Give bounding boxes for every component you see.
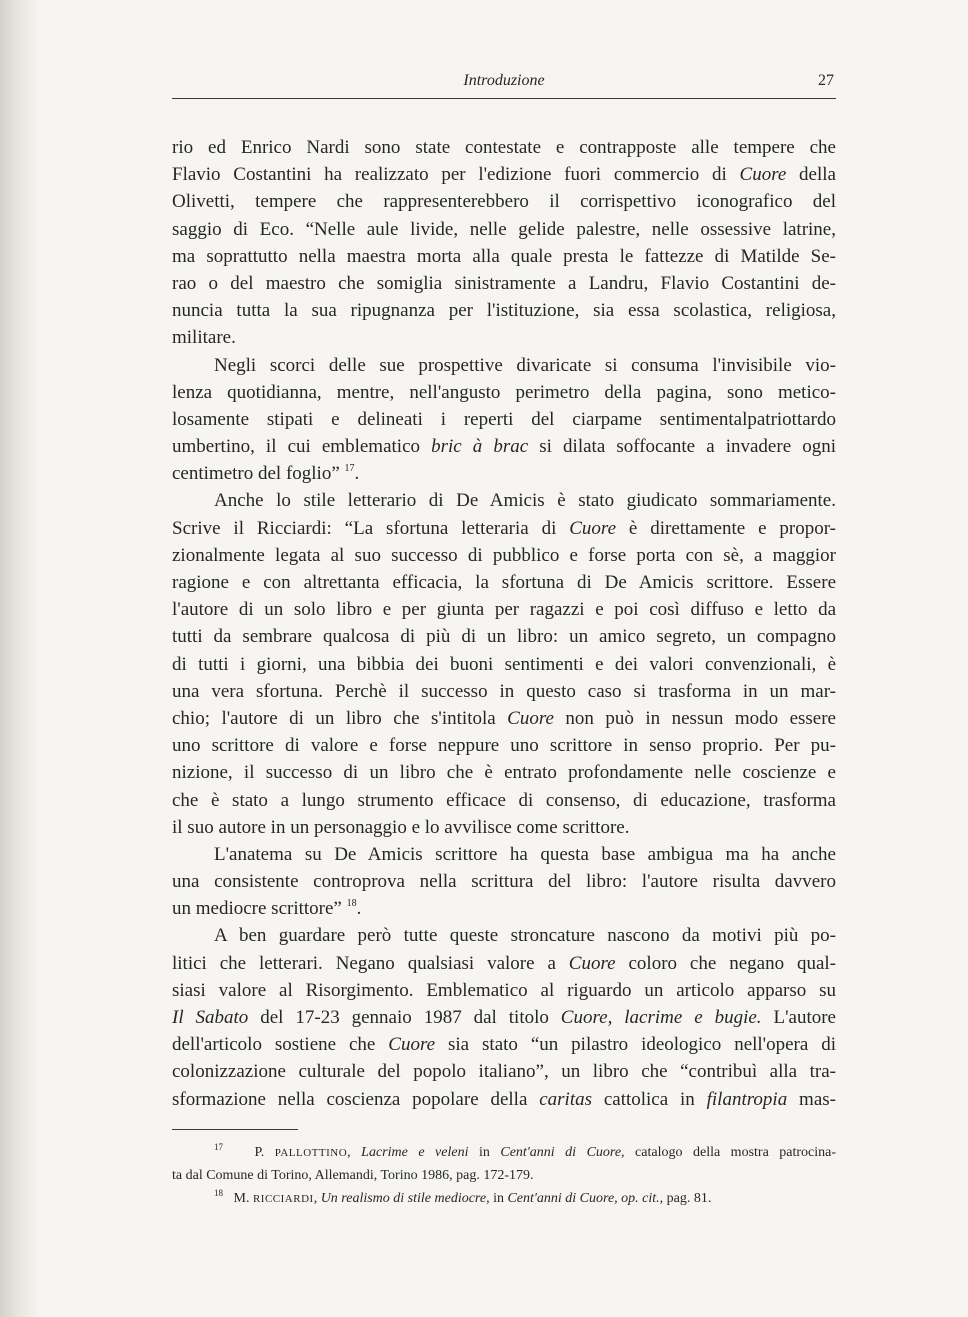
text-line: sformazione nella coscienza popolare della caritas cattolica in filantropia mas- (172, 1088, 836, 1110)
footnotes (172, 1141, 836, 1210)
text-line: lenza quotidianna, mentre, nell'angusto perimetro della pagina, sono metico- (172, 381, 836, 403)
text-line: che è stato a lungo strumento efficace di consenso, di educazione, trasforma (172, 789, 836, 811)
text-line: ma soprattutto nella maestra morta alla quale presta le fattezze di Matilde Se- (172, 245, 836, 267)
text-line: umbertino, il cui emblematico bric à brac si dilata soffocante a invadere ogni (172, 436, 836, 458)
scan-binding-shadow (0, 0, 40, 1317)
text-line: siasi valore al Risorgimento. Emblematico al riguardo un articolo apparso su (172, 979, 836, 1001)
text-line: litici che letterari. Negano qualsiasi valore a Cuore coloro che negano qual- (172, 952, 837, 974)
page-number: 27 (818, 72, 834, 89)
text-line: rio ed Enrico Nardi sono state contestate e contrapposte alle tempere che (172, 137, 836, 158)
text-line: L'anatema su De Amicis scrittore ha questa base ambigua ma ha anche (214, 843, 836, 865)
text-line: rao o del maestro che somiglia sinistramente a Landru, Flavio Costantini de- (172, 272, 836, 294)
text-line: una consistente controprova nella scrittura del libro: l'autore risulta davvero (172, 871, 836, 893)
text-line: dell'articolo sostiene che Cuore sia stato “un pilastro ideologico nell'opera di (172, 1034, 836, 1056)
text-line: l'autore di un solo libro e per giunta per ragazzi e poi così diffuso e letto da (172, 599, 836, 621)
text-line: Negli scorci delle sue prospettive divaricate si consuma l'invisibile vio- (214, 354, 836, 376)
footnote-17: $^{17}$ P. PALLOTTINO, Lacrime e veleni in Cent'anni di Cuore, catalogo della mostra patrocina- (214, 1142, 837, 1160)
text-line: colonizzazione culturale del popolo italiano”, un libro che “contribuì alla tra- (172, 1061, 836, 1083)
footnote-separator (172, 1129, 298, 1130)
footnote-18: $^{18}$ M. RICCIARDI, Un realismo di stile mediocre, in Cent'anni di Cuore, op. cit., pag. 81. (214, 1188, 712, 1206)
text-line: nuncia tutta la sua ripugnanza per l'istituzione, sia essa scolastica, religiosa, (172, 300, 836, 322)
text-line: ragione e con altrettanta efficacia, la sfortuna di De Amicis scrittore. Essere (172, 572, 836, 593)
text-line: un mediocre scrittore” $^{18}$. (172, 898, 362, 920)
text-line: una vera sfortuna. Perchè il successo in questo caso si trasforma in un mar- (172, 680, 836, 702)
text-line: Scrive il Ricciardi: “La sfortuna letteraria di Cuore è direttamente e propor- (172, 517, 836, 539)
text-line: nizione, il successo di un libro che è entrato profondamente nelle coscienze e (172, 762, 836, 784)
text-line: di tutti i giorni, una bibbia dei buoni sentimenti e dei valori convenzionali, è (172, 653, 836, 675)
footnote-ref-18[interactable]: 18 (346, 898, 357, 910)
footnote-number: 18 (214, 1188, 223, 1198)
text-line: saggio di Eco. “Nelle aule livide, nelle gelide palestre, nelle ossessive latrine, (172, 218, 836, 240)
running-title: Introduzione (463, 72, 545, 89)
body-text (172, 134, 836, 1113)
page-header (172, 66, 836, 99)
text-line: Olivetti, tempere che rappresenterebbero il corrispettivo iconografico del (172, 191, 836, 213)
text-line: Il Sabato del 17-23 gennaio 1987 dal titolo Cuore, lacrime e bugie. L'autore (172, 1007, 836, 1028)
text-line: A ben guardare però tutte queste stroncature nascono da motivi più po- (214, 925, 836, 947)
text-line: chio; l'autore di un libro che s'intitola Cuore non può in nessun modo essere (172, 707, 836, 729)
text-line: Anche lo stile letterario di De Amicis è stato giudicato sommariamente. (214, 490, 836, 512)
text-line: uno scrittore di valore e forse neppure uno scrittore in senso proprio. Per pu- (172, 735, 836, 757)
footnote-17-continuation: ta dal Comune di Torino, Allemandi, Torino 1986, pag. 172-179. (172, 1168, 534, 1183)
text-line: losamente stipati e delineati i reperti del ciarpame sentimentalpatriottardo (172, 408, 836, 430)
text-line: il suo autore in un personaggio e lo avvilisce come scrittore. (172, 816, 630, 838)
text-line: centimetro del foglio” $^{17}$. (172, 463, 360, 485)
text-line: Flavio Costantini ha realizzato per l'edizione fuori commercio di Cuore della (172, 164, 836, 186)
text-line: tutti da sembrare qualcosa di più di un libro: un amico segreto, un compagno (172, 626, 836, 648)
footnote-ref-17[interactable]: 17 (344, 463, 355, 475)
footnote-number: 17 (214, 1142, 223, 1152)
text-line: militare. (172, 327, 236, 349)
text-line: zionalmente legata al suo successo di pubblico e forse porta con sè, a maggior (172, 544, 836, 566)
